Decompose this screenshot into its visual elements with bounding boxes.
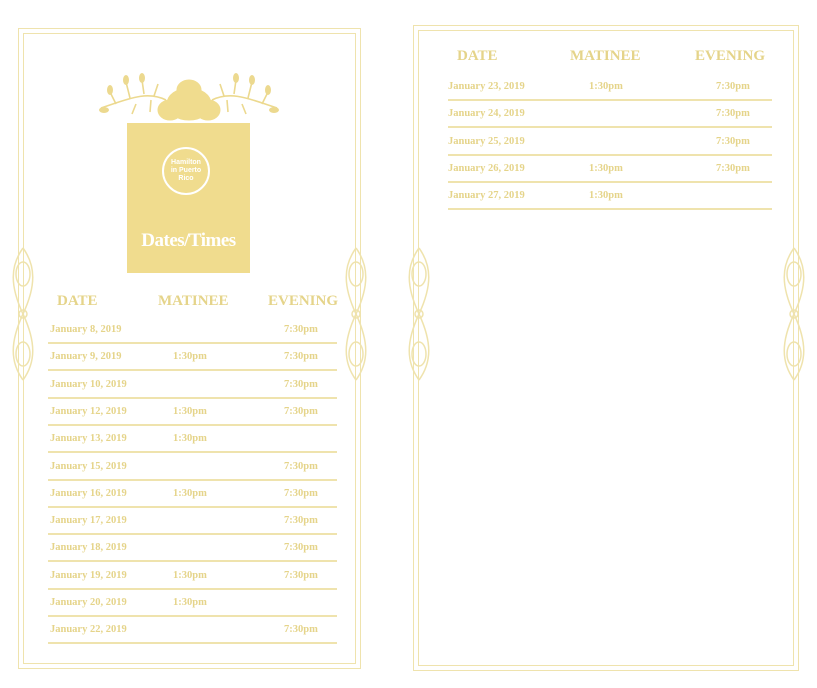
date-cell: January 18, 2019 xyxy=(50,542,127,554)
table-row xyxy=(448,183,772,210)
left-side-ornament-icon xyxy=(8,246,38,382)
date-cell: January 20, 2019 xyxy=(50,597,127,608)
evening-cell: 7:30pm xyxy=(284,515,318,527)
right-frame-outer xyxy=(413,25,799,671)
table-row xyxy=(48,372,337,399)
matinee-cell: 1:30pm xyxy=(173,405,207,417)
matinee-cell: 1:30pm xyxy=(173,487,207,499)
right-frame-inner xyxy=(418,30,794,666)
logo-text: Hamilton in Puerto Rico xyxy=(170,159,202,182)
evening-cell: 7:30pm xyxy=(284,405,318,417)
right-panel-left-ornament-icon xyxy=(404,246,434,382)
evening-cell: 7:30pm xyxy=(284,460,318,472)
date-cell: January 27, 2019 xyxy=(448,190,525,202)
table-row xyxy=(48,317,337,344)
evening-cell: 7:30pm xyxy=(284,324,318,335)
table-row xyxy=(48,508,337,535)
matinee-cell: 1:30pm xyxy=(173,351,207,363)
date-cell: January 24, 2019 xyxy=(448,108,525,120)
left-panel xyxy=(0,0,380,688)
cover-title: Dates/Times xyxy=(141,230,236,251)
table-row xyxy=(48,590,337,617)
evening-cell: 7:30pm xyxy=(716,162,750,174)
table-row xyxy=(48,399,337,426)
table-row xyxy=(48,481,337,508)
table-row xyxy=(448,129,772,156)
table-row xyxy=(48,426,337,453)
right-header-matinee: MATINEE xyxy=(570,48,641,64)
matinee-cell: 1:30pm xyxy=(173,569,207,581)
evening-cell: 7:30pm xyxy=(284,542,318,554)
show-logo xyxy=(162,147,210,195)
evening-cell: 7:30pm xyxy=(716,135,750,147)
row-divider xyxy=(448,181,772,183)
left-header-matinee: MATINEE xyxy=(158,293,229,309)
table-row xyxy=(48,535,337,562)
evening-cell: 7:30pm xyxy=(284,569,318,581)
matinee-cell: 1:30pm xyxy=(589,190,623,202)
floral-crest-icon xyxy=(96,60,282,126)
row-divider xyxy=(448,99,772,101)
date-cell: January 12, 2019 xyxy=(50,405,127,417)
date-cell: January 9, 2019 xyxy=(50,351,122,363)
date-cell: January 15, 2019 xyxy=(50,460,127,472)
row-divider xyxy=(448,126,772,128)
date-cell: January 17, 2019 xyxy=(50,515,127,527)
evening-cell: 7:30pm xyxy=(284,351,318,363)
evening-cell: 7:30pm xyxy=(284,487,318,499)
row-divider xyxy=(448,208,772,210)
right-header-evening: EVENING xyxy=(695,48,766,64)
date-cell: January 19, 2019 xyxy=(50,569,127,581)
table-row xyxy=(48,563,337,590)
date-cell: January 8, 2019 xyxy=(50,324,122,335)
table-row xyxy=(448,101,772,128)
evening-cell: 7:30pm xyxy=(284,378,318,390)
matinee-cell: 1:30pm xyxy=(589,162,623,174)
right-panel-right-ornament-icon xyxy=(779,246,809,382)
matinee-cell: 1:30pm xyxy=(589,81,623,92)
row-divider xyxy=(48,642,337,644)
right-header-date: DATE xyxy=(457,48,498,64)
date-cell: January 22, 2019 xyxy=(50,624,127,636)
date-cell: January 25, 2019 xyxy=(448,135,525,147)
table-row xyxy=(448,156,772,183)
table-row xyxy=(48,454,337,481)
date-cell: January 23, 2019 xyxy=(448,81,525,92)
table-row xyxy=(48,344,337,371)
date-cell: January 13, 2019 xyxy=(50,433,127,445)
matinee-cell: 1:30pm xyxy=(173,433,207,445)
evening-cell: 7:30pm xyxy=(716,81,750,92)
table-row xyxy=(48,617,337,644)
left-header-evening: EVENING xyxy=(268,293,339,309)
row-divider xyxy=(448,154,772,156)
table-row xyxy=(448,74,772,101)
cover-block xyxy=(127,123,250,273)
date-cell: January 16, 2019 xyxy=(50,487,127,499)
evening-cell: 7:30pm xyxy=(716,108,750,120)
left-header-date: DATE xyxy=(57,293,98,309)
date-cell: January 26, 2019 xyxy=(448,162,525,174)
matinee-cell: 1:30pm xyxy=(173,597,207,608)
right-side-ornament-icon xyxy=(341,246,371,382)
evening-cell: 7:30pm xyxy=(284,624,318,636)
date-cell: January 10, 2019 xyxy=(50,378,127,390)
